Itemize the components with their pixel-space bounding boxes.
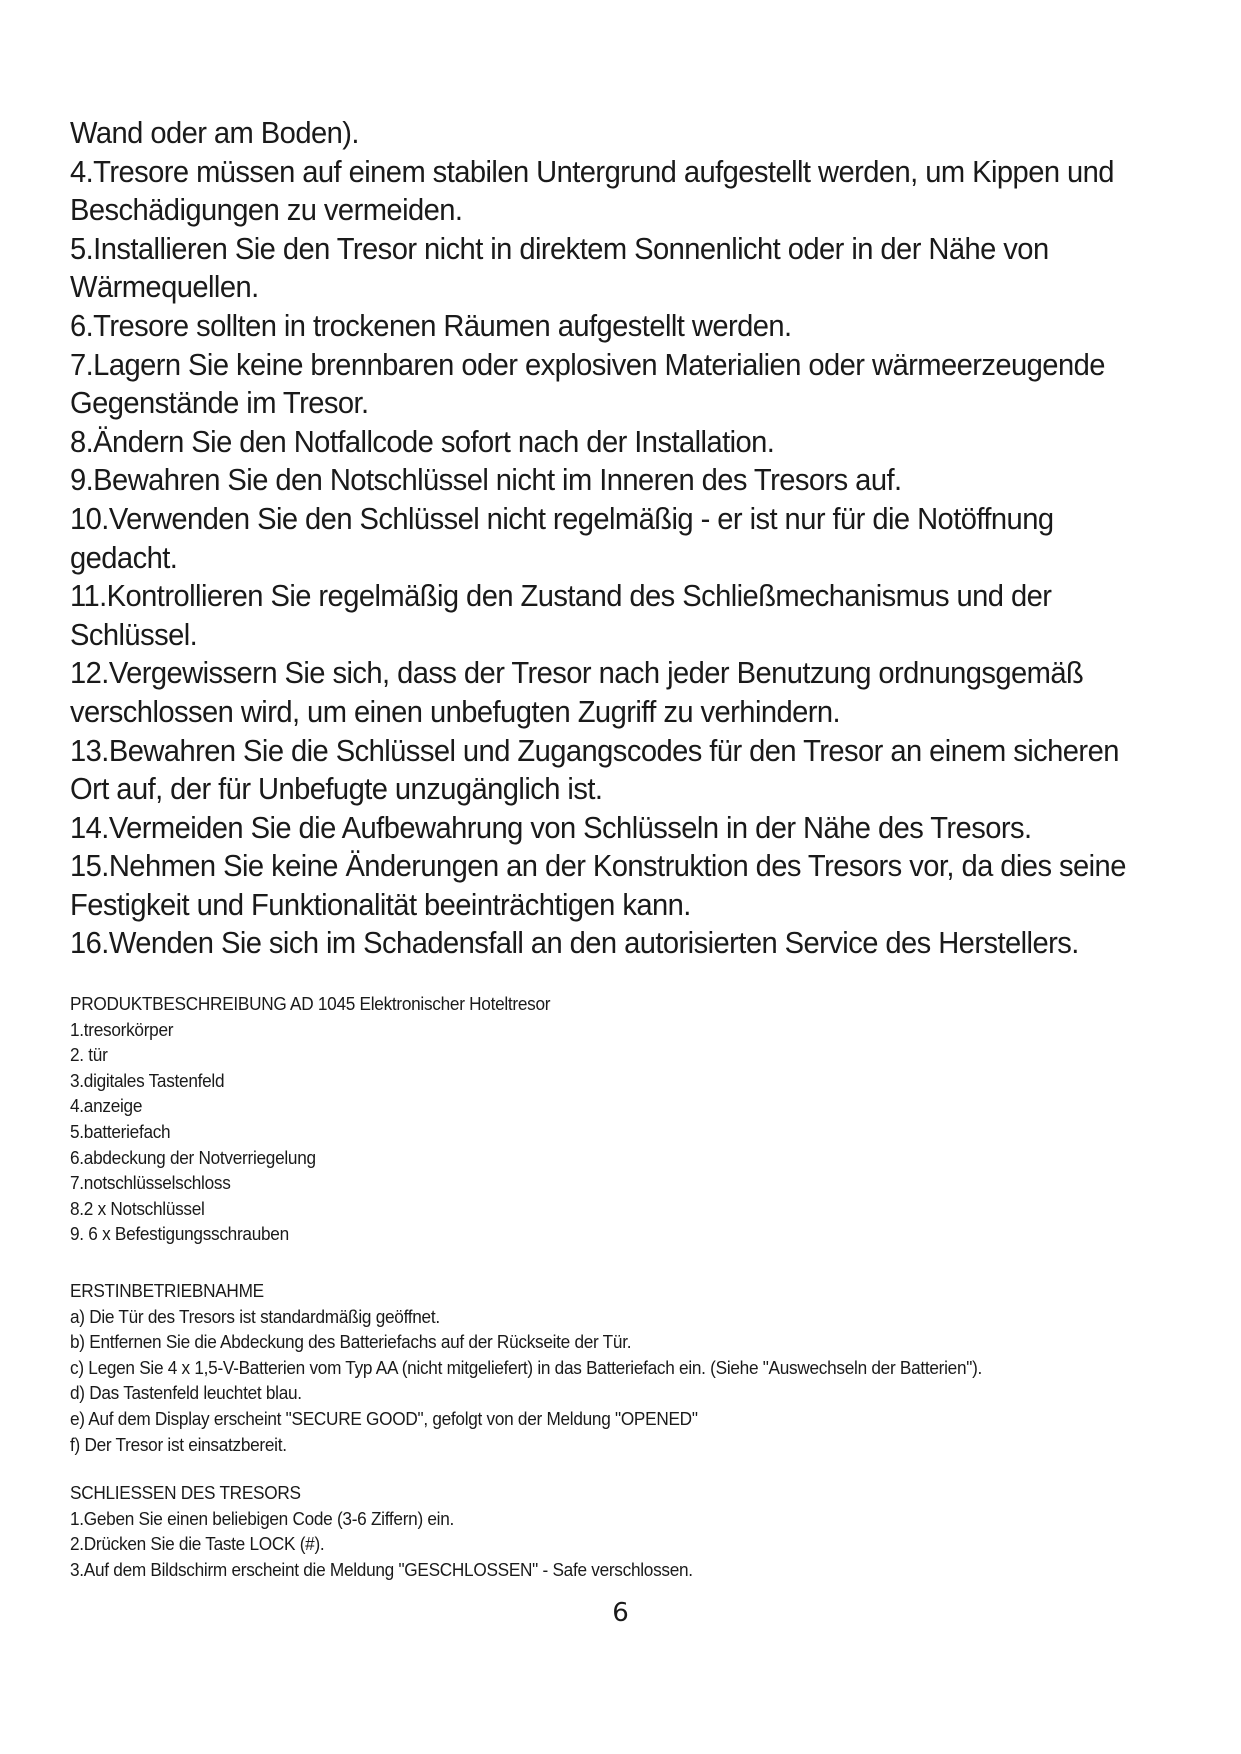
safety-instructions-list (70, 114, 1126, 963)
list-item: 1.tresorkörper (70, 1018, 174, 1040)
list-item: f) Der Tresor ist einsatzbereit. (70, 1433, 287, 1455)
list-item: 5.batteriefach (70, 1120, 171, 1142)
safety-line: 14.Vermeiden Sie die Aufbewahrung von Schlüsseln in der Nähe des Tresors. (70, 809, 1032, 845)
list-item: 2.Drücken Sie die Taste LOCK (#). (70, 1533, 325, 1555)
list-item: a) Die Tür des Tresors ist standardmäßig geöffnet. (70, 1305, 440, 1327)
list-item: 3.digitales Tastenfeld (70, 1069, 225, 1091)
closing-section (70, 1480, 1112, 1582)
first-use-section (70, 1278, 1112, 1457)
list-item: 7.notschlüsselschloss (70, 1172, 231, 1194)
safety-line: 9.Bewahren Sie den Notschlüssel nicht im Inneren des Tresors auf. (70, 462, 902, 498)
list-item: 3.Auf dem Bildschirm erscheint die Meldung "GESCHLOSSEN" - Safe verschlossen. (70, 1558, 693, 1580)
safety-line: gedacht. (70, 539, 178, 575)
safety-line: Beschädigungen zu vermeiden. (70, 192, 463, 228)
section-heading: PRODUKTBESCHREIBUNG AD 1045 Elektronischer Hoteltresor (70, 993, 551, 1014)
safety-line: Gegenstände im Tresor. (70, 385, 369, 421)
list-item: c) Legen Sie 4 x 1,5-V-Batterien vom Typ AA (nicht mitgeliefert) in das Batteriefach ein. (Siehe "Auswechseln der Batterien"). (70, 1356, 983, 1378)
safety-line: Festigkeit und Funktionalität beeinträchtigen kann. (70, 886, 691, 922)
list-item: 2. tür (70, 1044, 108, 1066)
list-item: 1.Geben Sie einen beliebigen Code (3-6 Ziffern) ein. (70, 1507, 455, 1529)
list-item: b) Entfernen Sie die Abdeckung des Batteriefachs auf der Rückseite der Tür. (70, 1331, 632, 1353)
safety-line: 13.Bewahren Sie die Schlüssel und Zugangscodes für den Tresor an einem sicheren (70, 732, 1119, 768)
list-item: 6.abdeckung der Notverriegelung (70, 1146, 316, 1168)
safety-line: Wand oder am Boden). (70, 115, 359, 150)
safety-line: 5.Installieren Sie den Tresor nicht in direktem Sonnenlicht oder in der Nähe von (70, 230, 1049, 266)
product-description-section (70, 991, 1112, 1247)
safety-line: Ort auf, der für Unbefugte unzugänglich ist. (70, 771, 603, 807)
page-number: 6 (612, 1598, 629, 1628)
list-item: e) Auf dem Display erscheint "SECURE GOOD", gefolgt von der Meldung "OPENED" (70, 1407, 698, 1429)
safety-line: 7.Lagern Sie keine brennbaren oder explosiven Materialien oder wärmeerzeugende (70, 346, 1105, 382)
safety-line: 12.Vergewissern Sie sich, dass der Tresor nach jeder Benutzung ordnungsgemäß (70, 655, 1084, 691)
list-item: 8.2 x Notschlüssel (70, 1197, 205, 1219)
safety-line: Schlüssel. (70, 616, 198, 652)
safety-line: verschlossen wird, um einen unbefugten Zugriff zu verhindern. (70, 693, 841, 729)
section-heading: SCHLIESSEN DES TRESORS (70, 1482, 301, 1503)
safety-line: 15.Nehmen Sie keine Änderungen an der Konstruktion des Tresors vor, da dies seine (70, 848, 1126, 884)
section-heading: ERSTINBETRIEBNAHME (70, 1280, 264, 1301)
safety-line: 6.Tresore sollten in trockenen Räumen aufgestellt werden. (70, 307, 792, 343)
safety-line: 8.Ändern Sie den Notfallcode sofort nach der Installation. (70, 423, 775, 459)
list-item: 4.anzeige (70, 1095, 143, 1117)
safety-line: Wärmequellen. (70, 269, 259, 305)
safety-line: 4.Tresore müssen auf einem stabilen Untergrund aufgestellt werden, um Kippen und (70, 153, 1114, 189)
list-item: d) Das Tastenfeld leuchtet blau. (70, 1382, 302, 1404)
list-item: 9. 6 x Befestigungsschrauben (70, 1223, 289, 1245)
safety-line: 10.Verwenden Sie den Schlüssel nicht regelmäßig - er ist nur für die Notöffnung (70, 500, 1054, 536)
safety-line: 11.Kontrollieren Sie regelmäßig den Zustand des Schließmechanismus und der (70, 578, 1052, 614)
safety-line: 16.Wenden Sie sich im Schadensfall an den autorisierten Service des Herstellers. (70, 925, 1079, 961)
